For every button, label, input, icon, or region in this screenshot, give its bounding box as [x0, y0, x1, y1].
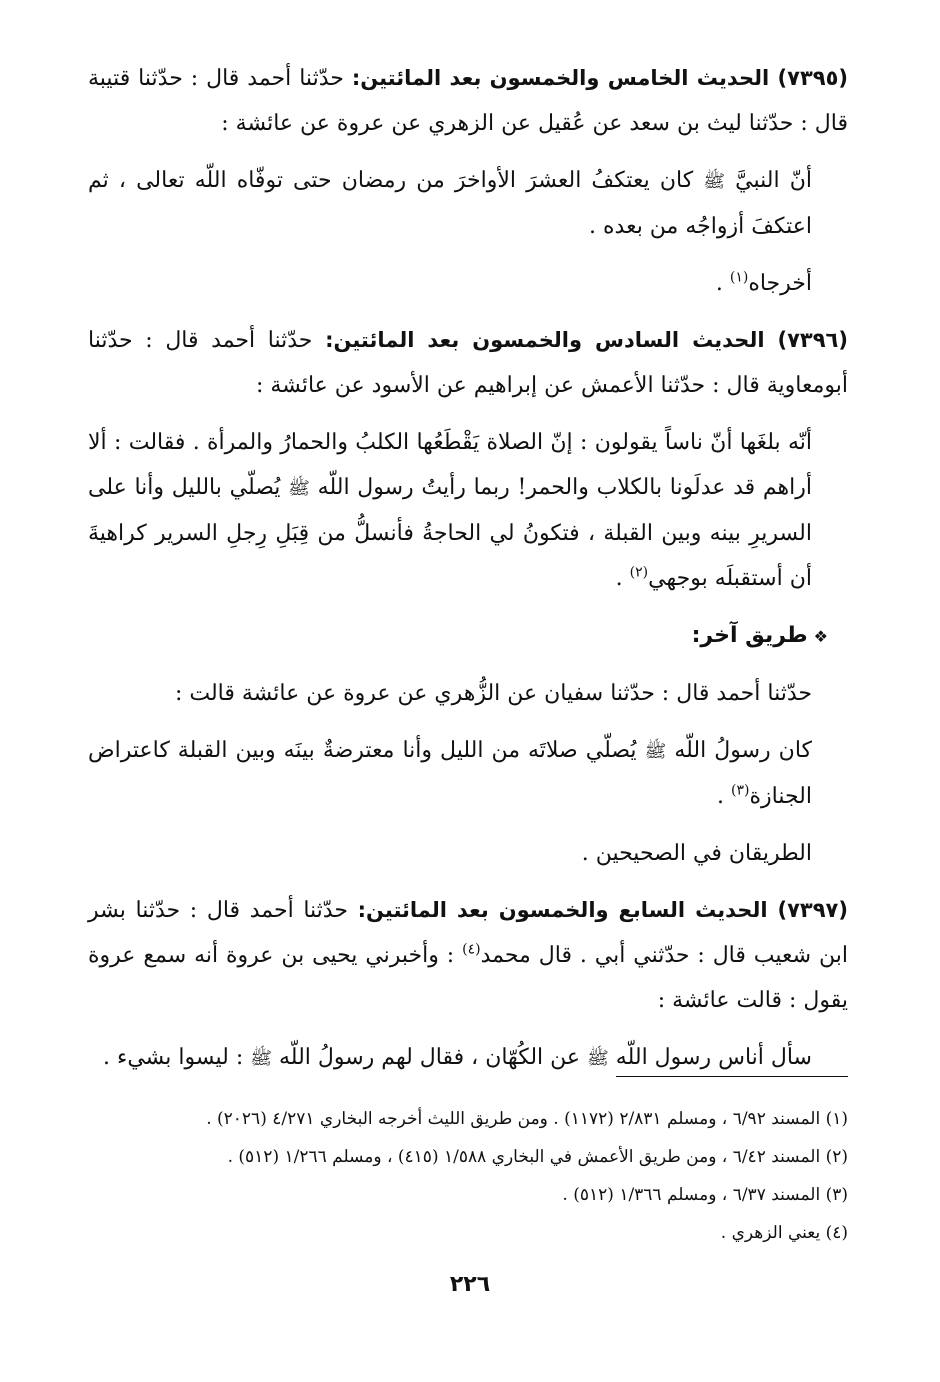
hadith-title: الحديث السابع والخمسون بعد المائتين: [357, 898, 768, 922]
matn-text: سأل أناس رسول اللّه [615, 1045, 812, 1070]
period: . [715, 271, 723, 296]
matn-text: أنّه بلغَها أنّ ناساً يقولون : إنّ الصلاة يَقْطَعُها الكلبُ والحمارُ والمرأة . فقالت : ألا أراهم قد عدلَونا بالكلاب والحمر! ربما رأيتُ رسول اللّه [88, 430, 812, 500]
hadith-7397-isnad [88, 888, 848, 1023]
salutation-icon: ﷺ [587, 1048, 609, 1069]
diamond-bullet-icon: ❖ [813, 627, 828, 646]
hadith-7396-heading [325, 328, 848, 352]
takhrij-text: أخرجاه [748, 271, 812, 296]
matn-text: كان رسولُ اللّه [674, 738, 812, 763]
both-routes-note [88, 831, 848, 876]
alt-route-isnad [88, 671, 848, 716]
salutation-icon: ﷺ [644, 741, 667, 762]
hadith-7395-takhrij [88, 261, 848, 306]
hadith-7396-isnad [88, 318, 848, 408]
hadith-title: الحديث السادس والخمسون بعد المائتين: [325, 328, 765, 352]
footnotes [88, 1100, 848, 1252]
isnad-text: حدّثنا أحمد قال : حدّثنا سفيان عن الزُّهري عن عروة عن عائشة قالت : [174, 681, 812, 706]
hadith-number: (٧٣٩٥) [777, 66, 849, 90]
main-text [88, 56, 848, 1093]
matn-text: عن الكُهّان ، فقال لهم رسولُ اللّه [279, 1045, 581, 1070]
matn-text: يُصلّي صلاتَه من الليل وأنا معترضةٌ بينَه وبين القبلة كاعتراض الجنازة [88, 738, 812, 809]
footnote-3: (٣) المسند ٦/٣٧ ، ومسلم ١/٣٦٦ (٥١٢) . [562, 1185, 848, 1205]
isnad-text: حدّثنا أحمد قال : حدّثنا قتيبة قال : حدّثنا ليث بن سعد عن عُقيل عن الزهري عن عروة عن عائشة : [88, 66, 848, 136]
matn-text: : ليسوا بشيء . [103, 1045, 244, 1070]
matn-text: كان يعتكفُ العشرَ الأواخرَ من رمضان حتى توفّاه اللّه تعالى ، ثم اعتكفَ أزواجُه من بعده . [88, 168, 812, 239]
alt-route-title: طريق آخر: [691, 623, 808, 648]
footnote-ref-2[interactable]: (٢) [629, 564, 649, 581]
period: . [615, 566, 623, 591]
footnote-divider [616, 1076, 848, 1077]
footnote-ref-3[interactable]: (٣) [731, 782, 750, 799]
note-text: الطريقان في الصحيحين . [581, 841, 812, 866]
hadith-number: (٧٣٩٧) [777, 898, 848, 922]
hadith-7396-matn [88, 420, 848, 601]
salutation-icon: ﷺ [703, 171, 726, 192]
matn-text: أنّ النبيَّ [735, 168, 812, 193]
alt-route-heading [88, 613, 848, 659]
salutation-icon: ﷺ [250, 1048, 273, 1069]
isnad-text: حدّثنا أحمد قال : حدّثنا بشر ابن شعيب قال : حدّثني أبي . قال محمد [88, 898, 848, 968]
isnad-text: : وأخبرني يحيى بن عروة أنه سمع عروة يقول : قالت عائشة : [88, 943, 848, 1013]
hadith-7395-heading [352, 66, 848, 90]
matn-text: يُصلّي بالليل وأنا على السريرِ بينه وبين القبلة ، فتكونُ لي الحاجةُ فأنسلُّ من قِبَلِ رِجلِ السرير كراهيةَ أن أستقبلَه بوجهي [88, 475, 812, 591]
hadith-title: الحديث الخامس والخمسون بعد المائتين: [351, 66, 770, 90]
hadith-number: (٧٣٩٦) [777, 328, 848, 352]
isnad-text: حدّثنا أحمد قال : حدّثنا أبومعاوية قال : حدّثنا الأعمش عن إبراهيم عن الأسود عن عائشة : [88, 328, 848, 398]
hadith-7395-matn [88, 158, 848, 249]
footnote-ref-4[interactable]: (٤) [462, 941, 481, 958]
footnote-4: (٤) يعني الزهري . [720, 1223, 848, 1243]
footnote-ref-1[interactable]: (١) [729, 269, 749, 286]
page-number: ٢٢٦ [449, 1272, 491, 1297]
salutation-icon: ﷺ [288, 478, 310, 499]
hadith-7397-heading [358, 898, 848, 922]
footnote-1: (١) المسند ٦/٩٢ ، ومسلم ٢/٨٣١ (١١٧٢) . ومن طريق الليث أخرجه البخاري ٤/٢٧١ (٢٠٢٦) . [206, 1109, 848, 1129]
hadith-7395-isnad [88, 56, 848, 146]
footnote-2: (٢) المسند ٦/٤٢ ، ومن طريق الأعمش في البخاري ١/٥٨٨ (٤١٥) ، ومسلم ١/٢٦٦ (٥١٢) . [227, 1147, 848, 1167]
period: . [717, 784, 725, 809]
alt-route-matn [88, 728, 848, 819]
hadith-7397-matn [88, 1035, 848, 1081]
